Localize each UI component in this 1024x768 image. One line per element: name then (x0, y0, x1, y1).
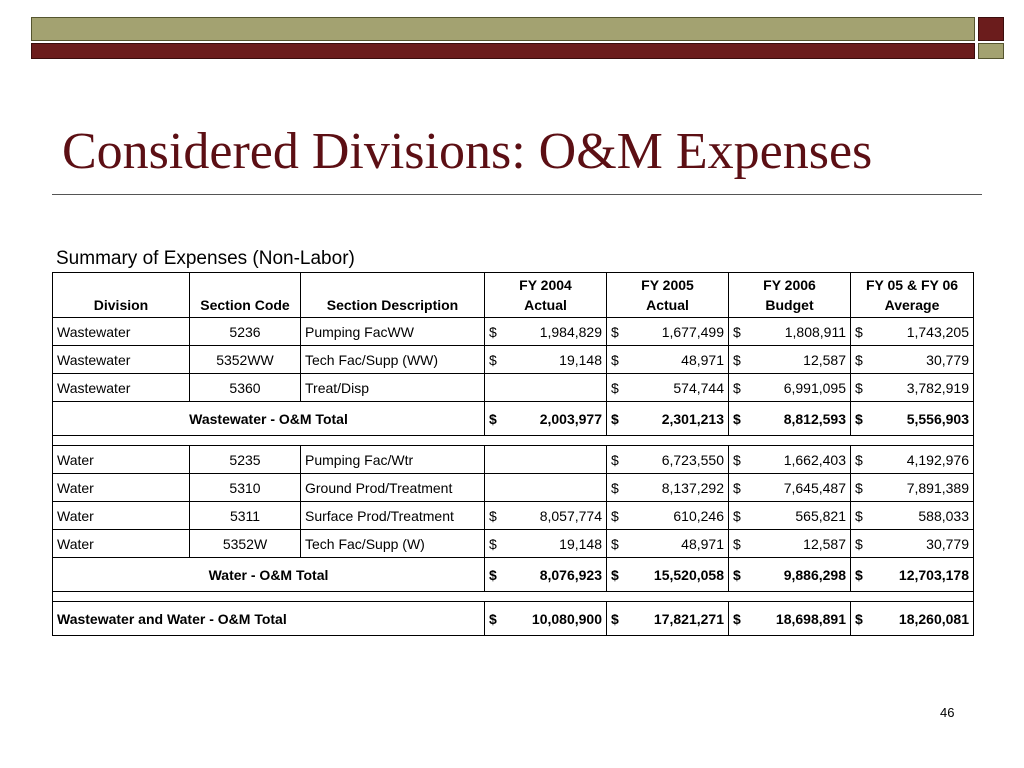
water-total-row (53, 558, 974, 592)
currency-symbol: $ (733, 451, 741, 468)
header-fy2006-type: Budget (765, 297, 814, 313)
amount: 7,645,487 (783, 479, 846, 496)
amount: 18,698,891 (775, 610, 846, 627)
amount: 2,003,977 (539, 410, 602, 427)
currency-symbol: $ (611, 479, 619, 496)
amount: 610,246 (673, 507, 724, 524)
currency-symbol: $ (611, 323, 619, 340)
header-average (851, 273, 974, 318)
currency-symbol: $ (733, 379, 741, 396)
cell-section-code: 5311 (190, 502, 301, 530)
wastewater-total-row (53, 402, 974, 436)
table-row (53, 374, 974, 402)
total-fy2006 (729, 402, 851, 436)
cell-fy2004-empty (485, 374, 607, 402)
amount: 10,080,900 (531, 610, 602, 627)
amount: 12,587 (803, 351, 846, 368)
cell-fy2005 (607, 374, 729, 402)
table-row (53, 318, 974, 346)
table-row (53, 530, 974, 558)
cell-section-description: Treat/Disp (301, 374, 485, 402)
water-total-label: Water - O&M Total (53, 558, 485, 592)
cell-fy2004 (485, 318, 607, 346)
currency-symbol: $ (733, 507, 741, 524)
header-olive-square (978, 43, 1004, 59)
currency-symbol: $ (855, 451, 863, 468)
cell-division: Wastewater (53, 374, 190, 402)
cell-section-description: Ground Prod/Treatment (301, 474, 485, 502)
amount: 8,812,593 (783, 410, 846, 427)
currency-symbol: $ (489, 410, 497, 427)
amount: 6,723,550 (661, 451, 724, 468)
cell-average (851, 318, 974, 346)
header-fy2004 (485, 273, 607, 318)
currency-symbol: $ (611, 566, 619, 583)
cell-section-code: 5352W (190, 530, 301, 558)
cell-division: Wastewater (53, 318, 190, 346)
amount: 588,033 (918, 507, 969, 524)
cell-average (851, 346, 974, 374)
amount: 565,821 (795, 507, 846, 524)
cell-section-description: Surface Prod/Treatment (301, 502, 485, 530)
grand-total-label: Wastewater and Water - O&M Total (53, 602, 485, 636)
amount: 8,076,923 (539, 566, 602, 583)
cell-fy2006 (729, 474, 851, 502)
spacer-row (53, 592, 974, 602)
header-average-type: Average (884, 297, 940, 313)
header-fy2006 (729, 273, 851, 318)
cell-division: Water (53, 474, 190, 502)
currency-symbol: $ (611, 351, 619, 368)
currency-symbol: $ (855, 507, 863, 524)
currency-symbol: $ (733, 610, 741, 627)
cell-fy2004 (485, 346, 607, 374)
cell-section-code: 5352WW (190, 346, 301, 374)
cell-division: Water (53, 446, 190, 474)
currency-symbol: $ (489, 507, 497, 524)
slide-title: Considered Divisions: O&M Expenses (62, 123, 873, 180)
amount: 12,703,178 (898, 566, 969, 583)
wastewater-total-label: Wastewater - O&M Total (53, 402, 485, 436)
currency-symbol: $ (733, 351, 741, 368)
total-fy2006 (729, 558, 851, 592)
header-section-code: Section Code (190, 273, 301, 318)
currency-symbol: $ (733, 410, 741, 427)
amount: 48,971 (681, 535, 724, 552)
amount: 15,520,058 (653, 566, 724, 583)
header-olive-bar (31, 17, 975, 41)
amount: 1,662,403 (783, 451, 846, 468)
cell-section-description: Pumping Fac/Wtr (301, 446, 485, 474)
cell-division: Wastewater (53, 346, 190, 374)
spacer-cell (53, 592, 974, 602)
cell-fy2004-empty (485, 474, 607, 502)
amount: 17,821,271 (653, 610, 724, 627)
table-header-row (53, 273, 974, 318)
amount: 2,301,213 (661, 410, 724, 427)
table-caption: Summary of Expenses (Non-Labor) (56, 248, 355, 269)
currency-symbol: $ (489, 535, 497, 552)
amount: 1,984,829 (539, 323, 602, 340)
header-fy2005-type: Actual (646, 297, 689, 313)
amount: 1,677,499 (661, 323, 724, 340)
header-fy2005 (607, 273, 729, 318)
currency-symbol: $ (733, 535, 741, 552)
currency-symbol: $ (611, 535, 619, 552)
cell-fy2005 (607, 446, 729, 474)
amount: 4,192,976 (906, 451, 969, 468)
amount: 6,991,095 (783, 379, 846, 396)
header-maroon-bar (31, 43, 975, 59)
total-fy2004 (485, 602, 607, 636)
amount: 30,779 (926, 535, 969, 552)
table-row (53, 346, 974, 374)
cell-fy2005 (607, 474, 729, 502)
total-average (851, 602, 974, 636)
cell-section-description: Pumping FacWW (301, 318, 485, 346)
cell-fy2005 (607, 502, 729, 530)
currency-symbol: $ (611, 379, 619, 396)
total-fy2006 (729, 602, 851, 636)
amount: 1,743,205 (906, 323, 969, 340)
currency-symbol: $ (733, 323, 741, 340)
total-fy2005 (607, 558, 729, 592)
cell-average (851, 502, 974, 530)
currency-symbol: $ (489, 323, 497, 340)
cell-fy2005 (607, 318, 729, 346)
currency-symbol: $ (733, 566, 741, 583)
cell-average (851, 374, 974, 402)
currency-symbol: $ (855, 323, 863, 340)
cell-section-description: Tech Fac/Supp (WW) (301, 346, 485, 374)
table-row (53, 502, 974, 530)
cell-fy2005 (607, 530, 729, 558)
total-average (851, 558, 974, 592)
cell-fy2006 (729, 318, 851, 346)
amount: 1,808,911 (784, 323, 846, 340)
currency-symbol: $ (611, 610, 619, 627)
total-fy2005 (607, 602, 729, 636)
amount: 19,148 (559, 535, 602, 552)
currency-symbol: $ (855, 535, 863, 552)
cell-section-code: 5310 (190, 474, 301, 502)
currency-symbol: $ (611, 451, 619, 468)
amount: 19,148 (559, 351, 602, 368)
amount: 48,971 (681, 351, 724, 368)
cell-average (851, 530, 974, 558)
currency-symbol: $ (855, 479, 863, 496)
amount: 8,137,292 (661, 479, 724, 496)
header-average-years: FY 05 & FY 06 (865, 277, 959, 293)
currency-symbol: $ (489, 610, 497, 627)
currency-symbol: $ (733, 479, 741, 496)
expenses-table (52, 272, 974, 636)
header-division: Division (53, 273, 190, 318)
total-fy2004 (485, 402, 607, 436)
spacer-cell (53, 436, 974, 446)
title-divider (52, 194, 982, 195)
table-row (53, 474, 974, 502)
cell-section-description: Tech Fac/Supp (W) (301, 530, 485, 558)
cell-fy2006 (729, 374, 851, 402)
header-fy2005-year: FY 2005 (641, 277, 694, 293)
cell-fy2006 (729, 346, 851, 374)
cell-fy2005 (607, 346, 729, 374)
cell-average (851, 474, 974, 502)
cell-fy2004 (485, 530, 607, 558)
total-fy2005 (607, 402, 729, 436)
header-fy2004-type: Actual (524, 297, 567, 313)
header-maroon-square (978, 17, 1004, 41)
currency-symbol: $ (611, 507, 619, 524)
amount: 5,556,903 (906, 410, 969, 427)
cell-section-code: 5236 (190, 318, 301, 346)
cell-division: Water (53, 502, 190, 530)
currency-symbol: $ (855, 610, 863, 627)
cell-section-code: 5235 (190, 446, 301, 474)
amount: 8,057,774 (539, 507, 602, 524)
header-fy2006-year: FY 2006 (763, 277, 816, 293)
cell-fy2006 (729, 446, 851, 474)
currency-symbol: $ (855, 351, 863, 368)
grand-total-row (53, 602, 974, 636)
header-section-description: Section Description (301, 273, 485, 318)
page-number: 46 (940, 705, 955, 720)
total-average (851, 402, 974, 436)
amount: 574,744 (673, 379, 724, 396)
currency-symbol: $ (489, 351, 497, 368)
amount: 18,260,081 (898, 610, 969, 627)
amount: 9,886,298 (783, 566, 846, 583)
currency-symbol: $ (611, 410, 619, 427)
amount: 3,782,919 (906, 379, 969, 396)
cell-fy2004-empty (485, 446, 607, 474)
cell-section-code: 5360 (190, 374, 301, 402)
cell-fy2006 (729, 530, 851, 558)
amount: 12,587 (803, 535, 846, 552)
amount: 7,891,389 (906, 479, 969, 496)
table-row (53, 446, 974, 474)
currency-symbol: $ (489, 566, 497, 583)
header-fy2004-year: FY 2004 (519, 277, 572, 293)
total-fy2004 (485, 558, 607, 592)
amount: 30,779 (926, 351, 969, 368)
cell-fy2004 (485, 502, 607, 530)
currency-symbol: $ (855, 410, 863, 427)
currency-symbol: $ (855, 566, 863, 583)
cell-fy2006 (729, 502, 851, 530)
currency-symbol: $ (855, 379, 863, 396)
spacer-row (53, 436, 974, 446)
cell-average (851, 446, 974, 474)
cell-division: Water (53, 530, 190, 558)
